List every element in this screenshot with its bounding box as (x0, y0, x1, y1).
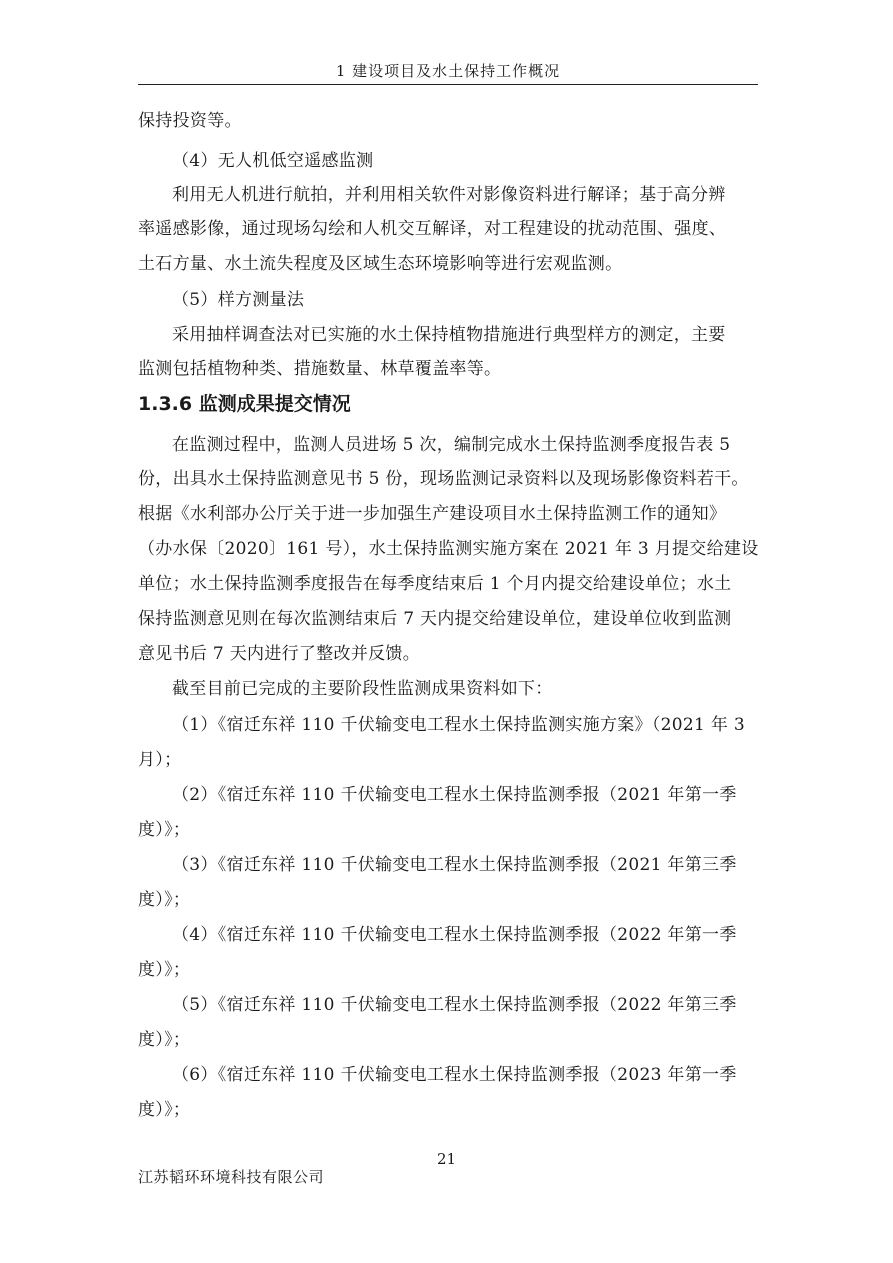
list-item: （1）《宿迁东祥 110 千伏输变电工程水土保持监测实施方案》（2021 年 3 (172, 715, 745, 735)
text-line: 率遥感影像，通过现场勾绘和人机交互解译，对工程建设的扰动范围、强度、 (138, 219, 727, 239)
subheading-5: （5）样方测量法 (172, 290, 305, 310)
list-item-continuation: 度）》； (138, 890, 191, 910)
text-line: 保持投资等。 (138, 111, 242, 131)
subheading-4: （4）无人机低空遥感监测 (172, 151, 374, 171)
list-item-continuation: 度）》； (138, 1030, 191, 1050)
footer-company: 江苏韬环环境科技有限公司 (138, 1168, 325, 1186)
list-item-continuation: 度）》； (138, 960, 191, 980)
text-line: 利用无人机进行航拍，并利用相关软件对影像资料进行解译；基于高分辨 (172, 185, 726, 205)
text-line: 根据《水利部办公厅关于进一步加强生产建设项目水土保持监测工作的通知》 (138, 504, 727, 524)
text-line: 保持监测意见则在每次监测结束后 7 天内提交给建设单位，建设单位收到监测 (138, 609, 732, 629)
text-line: 在监测过程中，监测人员进场 5 次，编制完成水土保持监测季度报告表 5 (172, 435, 731, 455)
header-rule (138, 84, 758, 85)
text-line: 单位；水土保持监测季度报告在每季度结束后 1 个月内提交给建设单位；水土 (138, 574, 732, 594)
text-line: 采用抽样调查法对已实施的水土保持植物措施进行典型样方的测定，主要 (172, 325, 726, 345)
list-item: （6）《宿迁东祥 110 千伏输变电工程水土保持监测季报（2023 年第一季 (172, 1065, 737, 1085)
list-item: （5）《宿迁东祥 110 千伏输变电工程水土保持监测季报（2022 年第三季 (172, 995, 737, 1015)
text-line: 土石方量、水土流失程度及区域生态环境影响等进行宏观监测。 (138, 254, 623, 274)
text-line: 截至目前已完成的主要阶段性监测成果资料如下： (172, 679, 553, 699)
text-line: 份，出具水土保持监测意见书 5 份，现场监测记录资料以及现场影像资料若干。 (138, 469, 749, 489)
text-line: （办水保〔2020〕161 号），水土保持监测实施方案在 2021 年 3 月提交给建设 (138, 539, 759, 559)
list-item-continuation: 月）； (138, 750, 182, 770)
running-header: 1 建设项目及水土保持工作概况 (335, 62, 561, 80)
list-item-continuation: 度）》； (138, 820, 191, 840)
text-line: 意见书后 7 天内进行了整改并反馈。 (138, 644, 421, 664)
list-item: （3）《宿迁东祥 110 千伏输变电工程水土保持监测季报（2021 年第三季 (172, 855, 737, 875)
section-heading: 1.3.6 监测成果提交情况 (138, 393, 351, 415)
page-number: 21 (436, 1150, 457, 1168)
list-item: （4）《宿迁东祥 110 千伏输变电工程水土保持监测季报（2022 年第一季 (172, 925, 737, 945)
text-line: 监测包括植物种类、措施数量、林草覆盖率等。 (138, 359, 502, 379)
list-item-continuation: 度）》； (138, 1100, 191, 1120)
list-item: （2）《宿迁东祥 110 千伏输变电工程水土保持监测季报（2021 年第一季 (172, 785, 737, 805)
